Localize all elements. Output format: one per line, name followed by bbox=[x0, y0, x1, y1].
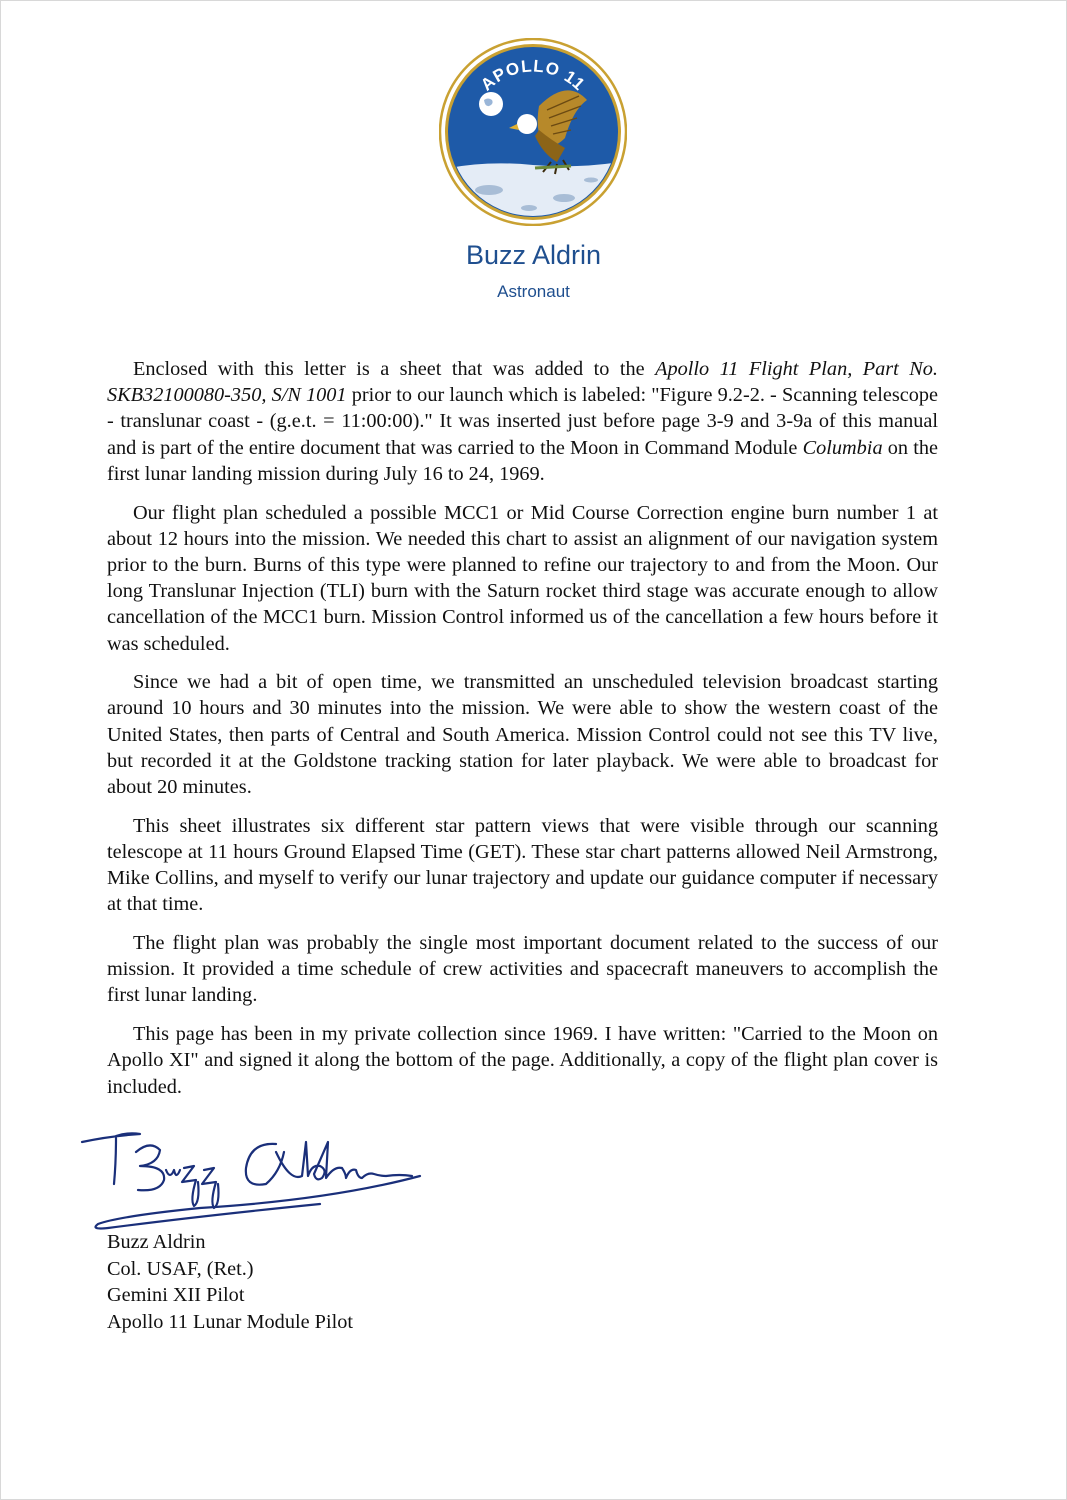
paragraph-2: Our flight plan scheduled a possible MCC1 or Mid Course Correction engine burn number 1 at about 12 hours into the mission. We needed this chart to assist an alignment of our navigation system prior to the burn. Burns of this type were planned to refine our trajectory to and from the Moon. Our long Translunar Injection (TLI) burn with the Saturn rocket third stage was accurate enough to allow cancellation of the MCC1 burn. Mission Control informed us of the cancellation a few hours before it was scheduled. bbox=[107, 501, 938, 655]
letterhead-title: Astronaut bbox=[497, 282, 570, 301]
crater-3 bbox=[521, 205, 537, 211]
signer-rank: Col. USAF, (Ret.) bbox=[107, 1257, 254, 1280]
seal-mission-text: APOLLO 11 bbox=[477, 56, 590, 95]
paragraph-6: This page has been in my private collection since 1969. I have written: "Carried to the Moon on Apollo XI" and signed it along the bottom of the page. Additionally, a copy of the flight plan cover is included. bbox=[107, 1023, 938, 1098]
letterhead-name: Buzz Aldrin bbox=[465, 240, 602, 270]
crater-1 bbox=[475, 185, 503, 195]
crater-2 bbox=[553, 194, 575, 202]
paragraph-4: This sheet illustrates six different star pattern views that were visible through our scanning telescope at 11 hours Ground Elapsed Time (GET). These star chart patterns allowed Neil Armstrong, Mike Collins, and myself to verify our lunar trajectory and update our guidance computer if necessary at that time. bbox=[107, 814, 938, 916]
paragraph-5: The flight plan was probably the single most important document related to the success of our mission. It provided a time schedule of crew activities and spacecraft maneuvers to accomplish the first lunar landing. bbox=[107, 932, 938, 1007]
signer-name: Buzz Aldrin bbox=[107, 1231, 206, 1253]
handwritten-signature bbox=[80, 1112, 440, 1238]
apollo-11-seal-icon bbox=[439, 38, 627, 226]
letter-body bbox=[107, 356, 938, 1100]
signature-block bbox=[107, 1229, 353, 1336]
paragraph-3: Since we had a bit of open time, we transmitted an unscheduled television broadcast starting around 10 hours and 30 minutes into the mission. We were able to show the western coast of the United States, then parts of Central and South America. Mission Control could not see this TV live, but recorded it at the Goldstone tracking station for later playback. We were able to broadcast for about 20 minutes. bbox=[107, 671, 938, 799]
signer-role-apollo: Apollo 11 Lunar Module Pilot bbox=[107, 1311, 353, 1334]
crater-4 bbox=[584, 178, 598, 183]
paragraph-1: Enclosed with this letter is a sheet that was added to the Apollo 11 Flight Plan, Part No. SKB32100080-350, S/N 1001 prior to our launch which is labeled: "Figure 9.2-2. - Scanning telescope - translunar coast - (g.e.t. = 11:00:00)." It was inserted just before page 3-9 and 3-9a of this manual and is part of the entire document that was carried to the Moon in Command Module Columbia on the first lunar landing mission during July 16 to 24, 1969. bbox=[107, 358, 939, 485]
signer-role-gemini: Gemini XII Pilot bbox=[107, 1284, 245, 1307]
